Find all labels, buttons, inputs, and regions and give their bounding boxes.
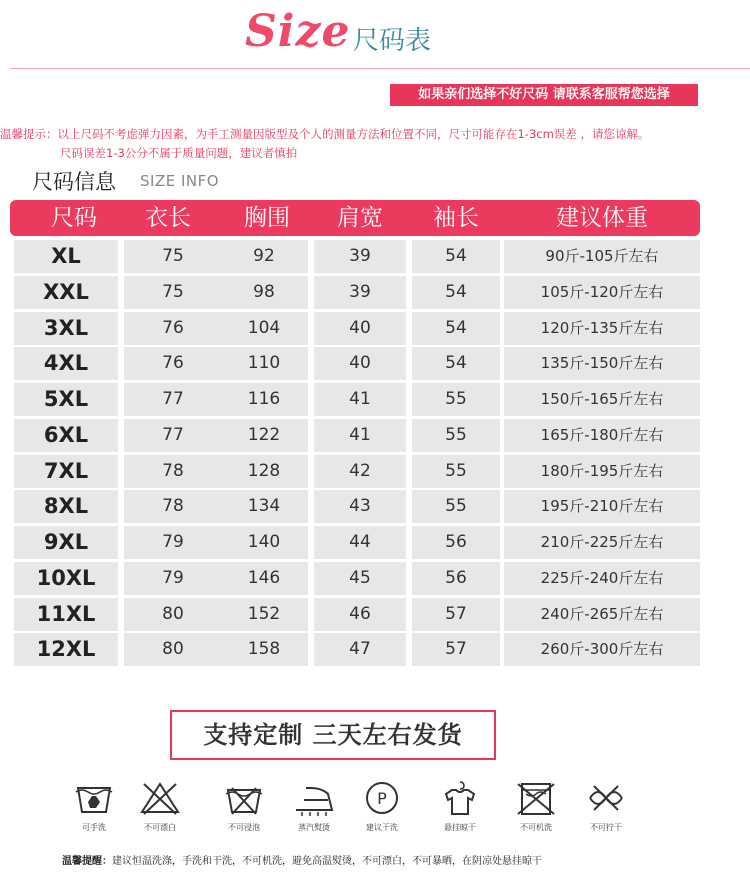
care-item bbox=[352, 780, 412, 833]
header-shoulder: 肩宽 bbox=[337, 205, 383, 231]
shoulder-cell: 42 bbox=[314, 455, 406, 488]
custom-order-banner: 支持定制 三天左右发货 bbox=[170, 710, 496, 760]
sleeve-cell: 54 bbox=[412, 276, 500, 309]
chest-cell: 140 bbox=[220, 526, 308, 559]
weight-cell: 180斤-195斤左右 bbox=[504, 455, 700, 488]
weight-cell: 90斤-105斤左右 bbox=[504, 240, 700, 273]
chest-cell: 122 bbox=[220, 419, 308, 452]
chest-cell: 158 bbox=[220, 633, 308, 666]
chest-cell: 152 bbox=[220, 598, 308, 631]
header-weight: 建议体重 bbox=[556, 205, 648, 231]
title-size-chart: 尺码表 bbox=[353, 26, 432, 56]
sleeve-cell: 54 bbox=[412, 347, 500, 380]
size-cell: 6XL bbox=[14, 419, 118, 452]
shoulder-cell: 47 bbox=[314, 633, 406, 666]
care-item bbox=[64, 780, 124, 833]
shoulder-cell: 40 bbox=[314, 312, 406, 345]
sleeve-cell: 54 bbox=[412, 312, 500, 345]
title-divider bbox=[10, 68, 750, 69]
size-info-subtitle: SIZE INFO bbox=[140, 172, 220, 190]
care-label: 不可漂白 bbox=[144, 823, 176, 832]
table-row bbox=[0, 276, 750, 309]
length-cell: 76 bbox=[124, 312, 222, 345]
sleeve-cell: 55 bbox=[412, 490, 500, 523]
hang-dry-icon bbox=[438, 780, 482, 816]
page-title bbox=[0, 6, 750, 62]
care-label: 可手洗 bbox=[82, 823, 106, 832]
table-row bbox=[0, 419, 750, 452]
size-cell: 11XL bbox=[14, 598, 118, 631]
care-item bbox=[130, 780, 190, 833]
weight-cell: 210斤-225斤左右 bbox=[504, 526, 700, 559]
weight-cell: 165斤-180斤左右 bbox=[504, 419, 700, 452]
size-cell: XXL bbox=[14, 276, 118, 309]
chest-cell: 98 bbox=[220, 276, 308, 309]
shoulder-cell: 46 bbox=[314, 598, 406, 631]
length-cell: 79 bbox=[124, 526, 222, 559]
length-cell: 80 bbox=[124, 598, 222, 631]
table-row bbox=[0, 562, 750, 595]
chest-cell: 116 bbox=[220, 383, 308, 416]
care-label: 建议干洗 bbox=[366, 823, 398, 832]
error-warning: 尺码误差1-3公分不属于质量问题，建议者慎拍 bbox=[60, 146, 298, 160]
no-wring-icon bbox=[584, 780, 628, 816]
weight-cell: 260斤-300斤左右 bbox=[504, 633, 700, 666]
weight-cell: 150斤-165斤左右 bbox=[504, 383, 700, 416]
no-machine-wash-icon bbox=[514, 780, 558, 816]
shoulder-cell: 44 bbox=[314, 526, 406, 559]
length-cell: 78 bbox=[124, 490, 222, 523]
sleeve-cell: 55 bbox=[412, 455, 500, 488]
chest-cell: 146 bbox=[220, 562, 308, 595]
chest-cell: 110 bbox=[220, 347, 308, 380]
care-label: 不可机洗 bbox=[520, 823, 552, 832]
weight-cell: 195斤-210斤左右 bbox=[504, 490, 700, 523]
chest-cell: 104 bbox=[220, 312, 308, 345]
care-item bbox=[214, 780, 274, 833]
length-cell: 77 bbox=[124, 383, 222, 416]
sleeve-cell: 56 bbox=[412, 562, 500, 595]
sleeve-cell: 55 bbox=[412, 419, 500, 452]
sleeve-cell: 54 bbox=[412, 240, 500, 273]
weight-cell: 135斤-150斤左右 bbox=[504, 347, 700, 380]
title-size: Size bbox=[245, 6, 351, 57]
table-row bbox=[0, 383, 750, 416]
care-label: 悬挂晾干 bbox=[444, 823, 476, 832]
weight-cell: 105斤-120斤左右 bbox=[504, 276, 700, 309]
header-size: 尺码 bbox=[51, 205, 97, 231]
length-cell: 77 bbox=[124, 419, 222, 452]
size-cell: 12XL bbox=[14, 633, 118, 666]
table-row bbox=[0, 240, 750, 273]
weight-cell: 225斤-240斤左右 bbox=[504, 562, 700, 595]
care-tip-label: 温馨提醒： bbox=[62, 856, 112, 867]
dry-clean-icon bbox=[360, 780, 404, 816]
hand-wash-icon bbox=[72, 780, 116, 816]
table-row bbox=[0, 347, 750, 380]
weight-cell: 240斤-265斤左右 bbox=[504, 598, 700, 631]
weight-cell: 120斤-135斤左右 bbox=[504, 312, 700, 345]
shoulder-cell: 41 bbox=[314, 419, 406, 452]
care-tip bbox=[62, 852, 542, 867]
table-row bbox=[0, 455, 750, 488]
chest-cell: 92 bbox=[220, 240, 308, 273]
sleeve-cell: 55 bbox=[412, 383, 500, 416]
size-cell: 7XL bbox=[14, 455, 118, 488]
size-cell: XL bbox=[14, 240, 118, 273]
sleeve-cell: 57 bbox=[412, 598, 500, 631]
sleeve-cell: 57 bbox=[412, 633, 500, 666]
no-soak-icon bbox=[222, 780, 266, 816]
length-cell: 79 bbox=[124, 562, 222, 595]
length-cell: 78 bbox=[124, 455, 222, 488]
shoulder-cell: 45 bbox=[314, 562, 406, 595]
size-cell: 3XL bbox=[14, 312, 118, 345]
header-sleeve: 袖长 bbox=[433, 205, 479, 231]
table-row bbox=[0, 312, 750, 345]
chest-cell: 128 bbox=[220, 455, 308, 488]
care-item bbox=[576, 780, 636, 833]
care-label: 不可拧干 bbox=[590, 823, 622, 832]
size-cell: 10XL bbox=[14, 562, 118, 595]
size-cell: 9XL bbox=[14, 526, 118, 559]
chest-cell: 134 bbox=[220, 490, 308, 523]
measurement-warning: 温馨提示：以上尺码不考虑弹力因素，为手工测量因版型及个人的测量方法和位置不同，尺寸可能存在1-3cm误差 ，请您谅解。 bbox=[0, 127, 650, 141]
no-bleach-icon bbox=[138, 780, 182, 816]
size-cell: 5XL bbox=[14, 383, 118, 416]
table-row bbox=[0, 526, 750, 559]
care-label: 蒸汽熨烫 bbox=[298, 823, 330, 832]
length-cell: 75 bbox=[124, 276, 222, 309]
care-item bbox=[284, 780, 344, 833]
table-row bbox=[0, 598, 750, 631]
length-cell: 80 bbox=[124, 633, 222, 666]
shoulder-cell: 41 bbox=[314, 383, 406, 416]
steam-iron-icon bbox=[292, 780, 336, 816]
size-info-title: 尺码信息 bbox=[32, 170, 116, 194]
length-cell: 76 bbox=[124, 347, 222, 380]
care-item bbox=[430, 780, 490, 833]
shoulder-cell: 39 bbox=[314, 276, 406, 309]
size-cell: 8XL bbox=[14, 490, 118, 523]
shoulder-cell: 43 bbox=[314, 490, 406, 523]
contact-notice-banner: 如果亲们选择不好尺码 请联系客服帮您选择 bbox=[390, 84, 698, 106]
care-label: 不可浸泡 bbox=[228, 823, 260, 832]
size-cell: 4XL bbox=[14, 347, 118, 380]
length-cell: 75 bbox=[124, 240, 222, 273]
size-table-header bbox=[10, 200, 700, 236]
header-length: 衣长 bbox=[145, 205, 191, 231]
table-row bbox=[0, 633, 750, 666]
sleeve-cell: 56 bbox=[412, 526, 500, 559]
header-chest: 胸围 bbox=[244, 205, 290, 231]
care-tip-text: 建议恒温洗涤，手洗和干洗，不可机洗，避免高温熨烫，不可漂白，不可暴晒，在阴凉处悬挂晾干 bbox=[112, 856, 542, 867]
svg-text:P: P bbox=[377, 789, 387, 808]
table-row bbox=[0, 490, 750, 523]
care-item bbox=[506, 780, 566, 833]
shoulder-cell: 39 bbox=[314, 240, 406, 273]
shoulder-cell: 40 bbox=[314, 347, 406, 380]
